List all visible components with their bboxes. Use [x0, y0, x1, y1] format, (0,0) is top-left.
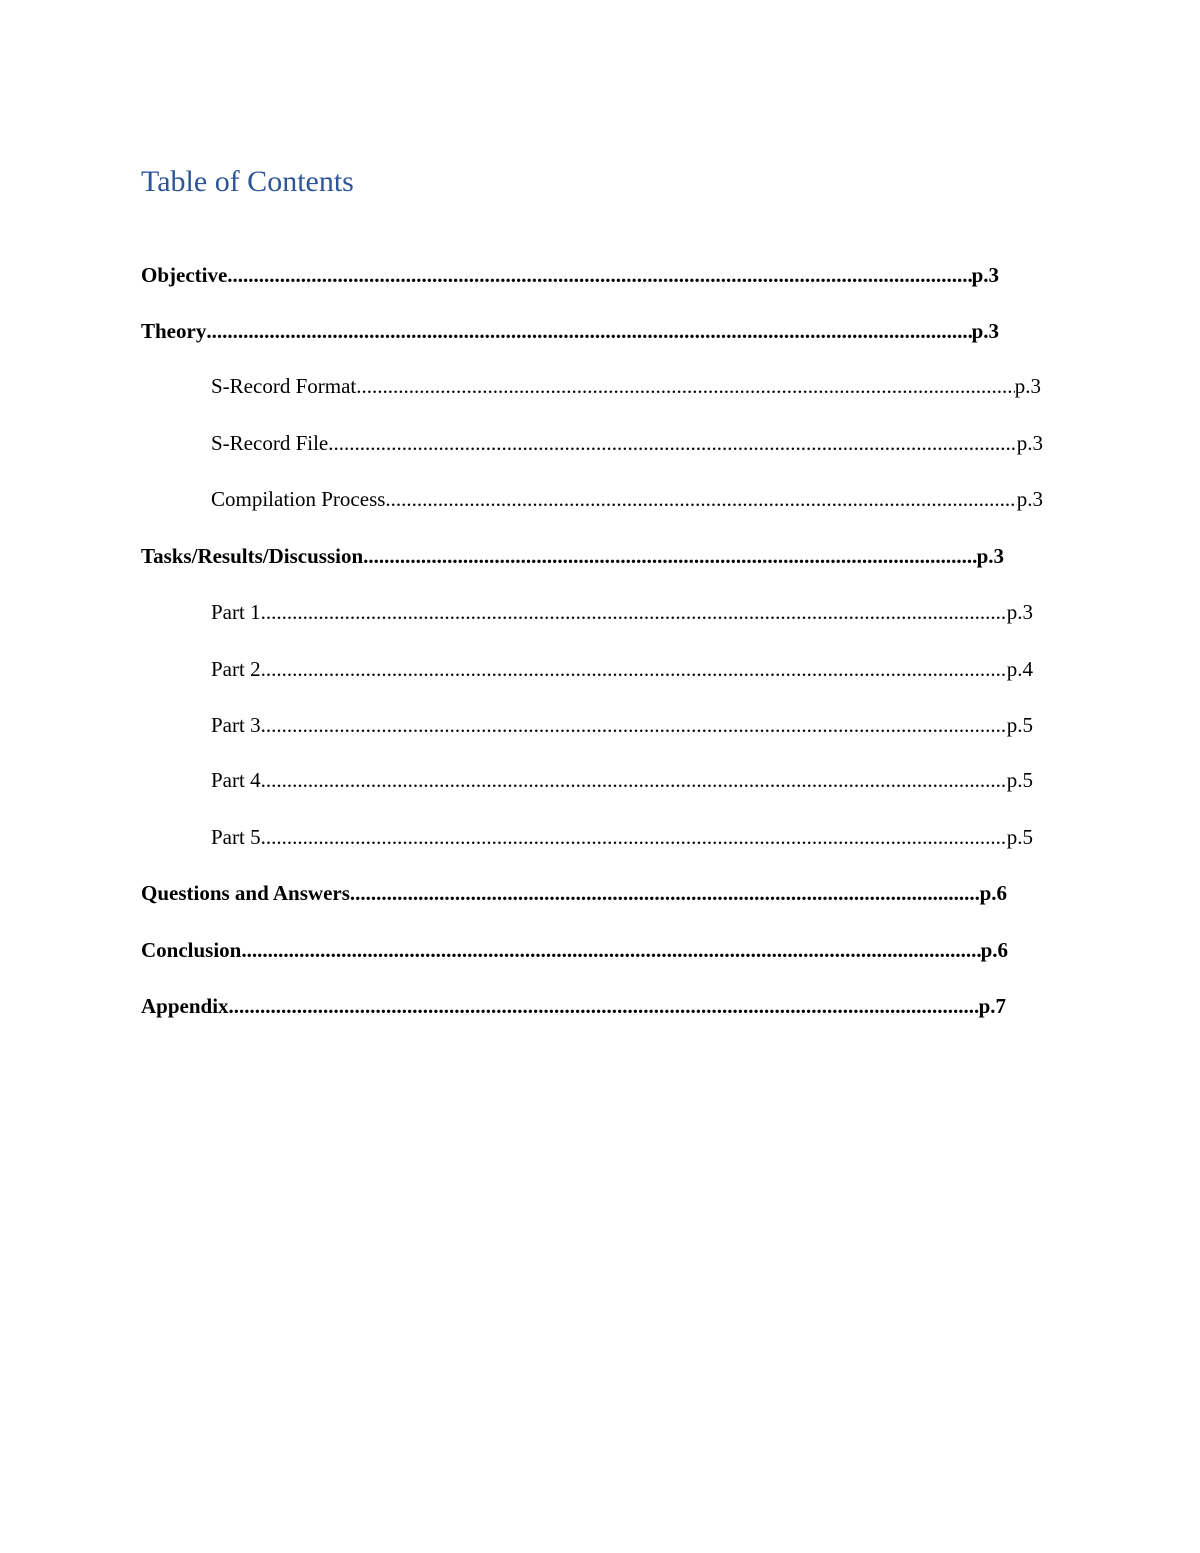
toc-entry-part-5: [211, 822, 1033, 852]
toc-entry-questions-and-answers: [141, 878, 1007, 908]
toc-dot-leader: [261, 597, 1007, 627]
toc-entry-page: p.3: [976, 544, 1004, 568]
toc-dot-leader: [356, 371, 1015, 401]
toc-entry-page: p.3: [1006, 600, 1033, 624]
toc-dot-leader: [241, 935, 980, 965]
toc-entry-label: Questions and Answers: [141, 881, 350, 905]
toc-entry-label: Part 3: [211, 713, 261, 737]
toc-entry-part-4: [211, 765, 1033, 795]
toc-dot-leader: [328, 428, 1017, 458]
toc-entry-page: p.4: [1006, 657, 1033, 681]
toc-dot-leader: [385, 484, 1016, 514]
toc-entry-page: p.3: [971, 319, 999, 343]
toc-entry-appendix: [141, 991, 1006, 1021]
toc-dot-leader: [227, 260, 971, 290]
toc-entry-page: p.3: [971, 263, 999, 287]
toc-dot-leader: [229, 991, 979, 1021]
toc-dot-leader: [206, 316, 971, 346]
toc-entry-s-record-file: [211, 428, 1043, 458]
toc-dot-leader: [350, 878, 980, 908]
toc-entry-label: S-Record File: [211, 431, 329, 455]
toc-entry-label: Part 5: [211, 825, 261, 849]
toc-entry-label: Objective: [141, 263, 228, 287]
toc-entry-label: S-Record Format: [211, 374, 357, 398]
toc-entry-conclusion: [141, 935, 1008, 965]
toc-title: Table of Contents: [141, 165, 354, 198]
toc-entry-compilation-process: [211, 484, 1043, 514]
toc-entry-label: Compilation Process: [211, 487, 386, 511]
toc-entry-page: p.3: [1016, 431, 1043, 455]
toc-entry-objective: [141, 260, 999, 290]
toc-dot-leader: [261, 765, 1007, 795]
toc-entry-page: p.7: [978, 994, 1006, 1018]
toc-entry-part-2: [211, 654, 1033, 684]
toc-entry-page: p.3: [1014, 374, 1041, 398]
toc-entry-page: p.3: [1016, 487, 1043, 511]
toc-dot-leader: [261, 822, 1007, 852]
toc-entry-part-1: [211, 597, 1033, 627]
toc-entry-tasks-results-discussion: [141, 541, 1004, 571]
toc-entry-page: p.6: [979, 881, 1007, 905]
toc-dot-leader: [261, 710, 1007, 740]
toc-entry-page: p.5: [1006, 768, 1033, 792]
toc-entry-label: Appendix: [141, 994, 229, 1018]
toc-dot-leader: [363, 541, 976, 571]
toc-entry-theory: [141, 316, 999, 346]
toc-dot-leader: [261, 654, 1007, 684]
toc-entry-label: Tasks/Results/Discussion: [141, 544, 364, 568]
toc-entry-label: Part 1: [211, 600, 261, 624]
toc-entry-s-record-format: [211, 371, 1041, 401]
toc-entry-part-3: [211, 710, 1033, 740]
toc-entry-label: Theory: [141, 319, 207, 343]
toc-entry-page: p.5: [1006, 825, 1033, 849]
toc-entry-page: p.6: [980, 938, 1008, 962]
toc-entry-label: Part 4: [211, 768, 261, 792]
toc-entry-label: Conclusion: [141, 938, 242, 962]
toc-entry-label: Part 2: [211, 657, 261, 681]
toc-entry-page: p.5: [1006, 713, 1033, 737]
